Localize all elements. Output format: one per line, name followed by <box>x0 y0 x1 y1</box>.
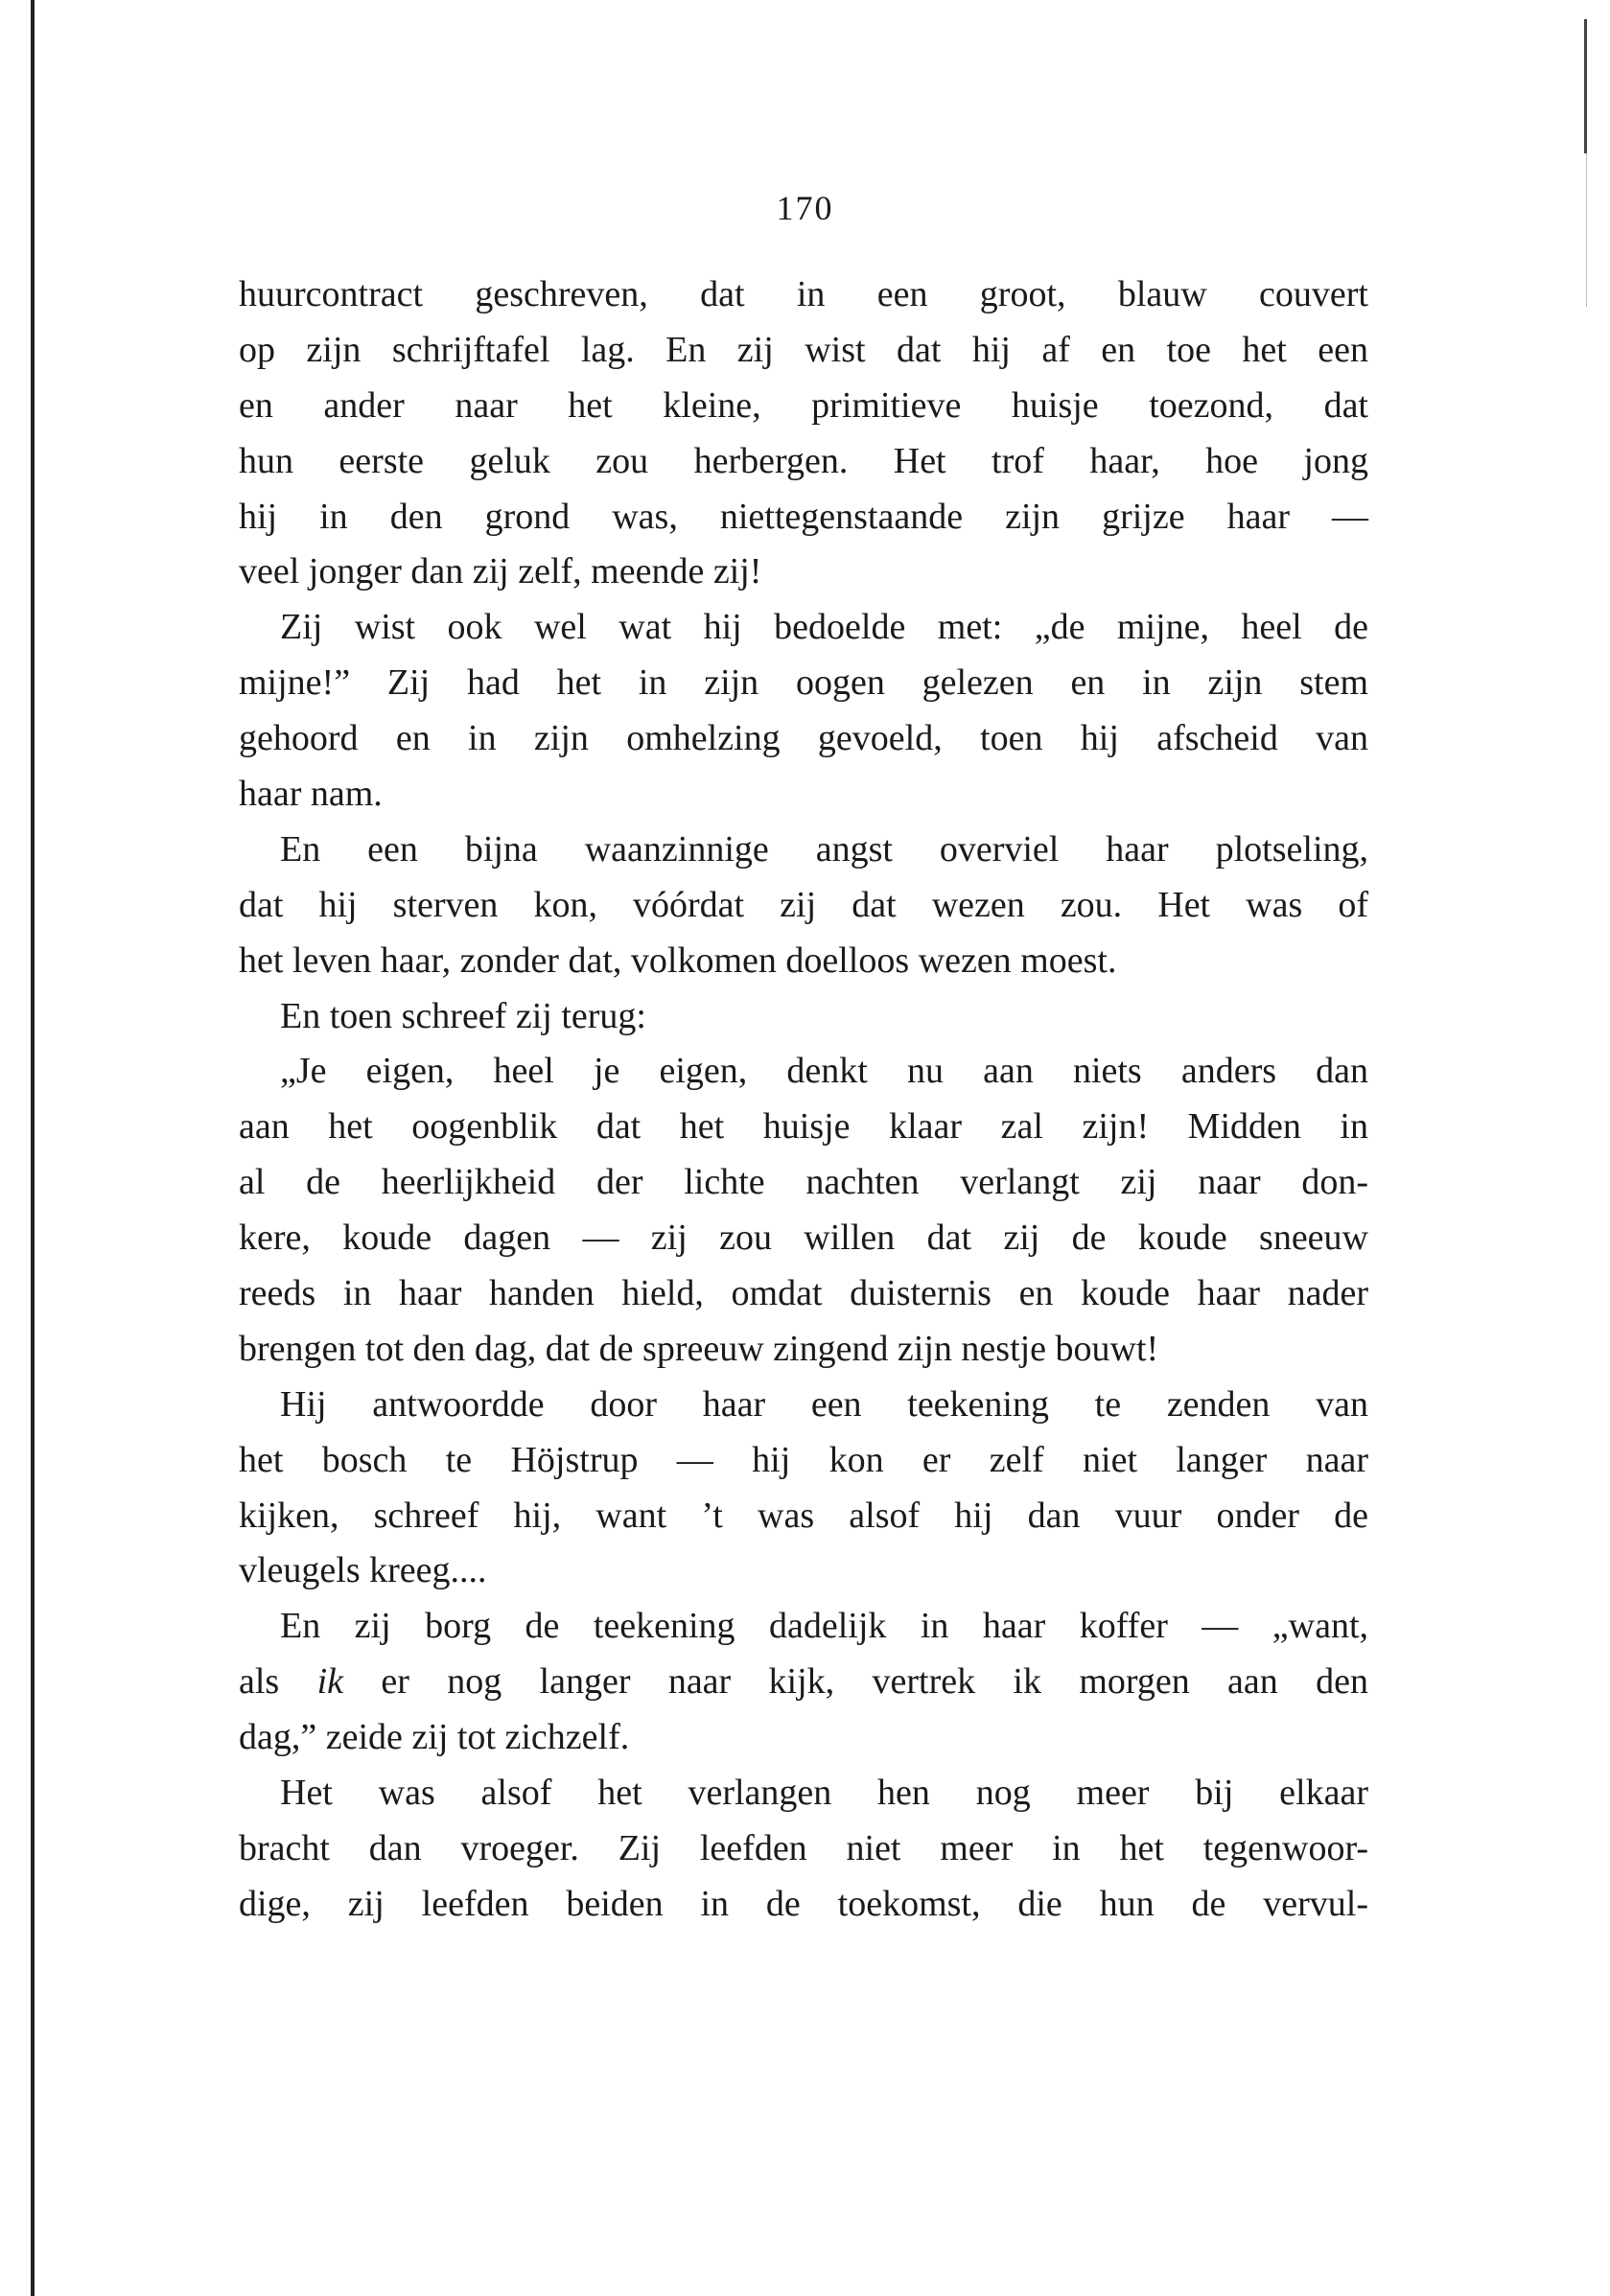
paragraph <box>239 267 1368 600</box>
text-line: dige, zij leefden beiden in de toekomst, die hun de vervul- <box>239 1883 1368 1924</box>
paragraph <box>239 989 1368 1045</box>
text-line: Het was alsof het verlangen hen nog meer bij elkaar <box>280 1773 1368 1814</box>
text-line: En een bijna waanzinnige angst overviel haar plotseling, <box>280 828 1368 870</box>
text-line: aan het oogenblik dat het huisje klaar zal zijn! Midden in <box>239 1106 1368 1148</box>
italic-word: ik <box>316 1661 343 1703</box>
text-line: reeds in haar handen hield, omdat duisternis en koude haar nader <box>239 1273 1368 1314</box>
scan-left-edge <box>31 0 35 2296</box>
text-line: brengen tot den dag, dat de spreeuw zingend zijn nestje bouwt! <box>239 1328 1159 1369</box>
text-line: En zij borg de teekening dadelijk in haar koffer — „want, <box>280 1606 1368 1647</box>
text-line: het bosch te Höjstrup — hij kon er zelf niet langer naar <box>239 1439 1368 1480</box>
text-line: op zijn schrijftafel lag. En zij wist dat hij af en toe het een <box>239 329 1368 370</box>
scan-right-edge-mark <box>1584 19 1587 153</box>
scan-right-edge-shadow <box>1586 153 1587 307</box>
line-segment: als <box>239 1661 317 1703</box>
text-line: hun eerste geluk zou herbergen. Het trof haar, hoe jong <box>239 440 1368 481</box>
text-line: en ander naar het kleine, primitieve huisje toezond, dat <box>239 384 1368 426</box>
text-line: „Je eigen, heel je eigen, denkt nu aan niets anders dan <box>280 1051 1368 1092</box>
paragraph <box>239 600 1368 823</box>
text-line: Zij wist ook wel wat hij bedoelde met: „de mijne, heel de <box>280 607 1368 648</box>
text-line: kere, koude dagen — zij zou willen dat zij de koude sneeuw <box>239 1218 1368 1259</box>
text-line: haar nam. <box>239 774 383 815</box>
text-line: kijken, schreef hij, want ’t was alsof hij dan vuur onder de <box>239 1495 1368 1536</box>
text-line: dag,” zeide zij tot zichzelf. <box>239 1717 630 1758</box>
text-line: huurcontract geschreven, dat in een groot, blauw couvert <box>239 274 1368 314</box>
paragraph <box>239 1766 1368 1933</box>
paragraph <box>239 1599 1368 1766</box>
text-line: veel jonger dan zij zelf, meende zij! <box>239 551 762 592</box>
paragraph <box>239 1044 1368 1377</box>
text-line: al de heerlijkheid der lichte nachten verlangt zij naar don- <box>239 1162 1368 1203</box>
paragraph <box>239 1378 1368 1600</box>
text-line: Hij antwoordde door haar een teekening te zenden van <box>280 1383 1368 1425</box>
text-line: vleugels kreeg.... <box>239 1550 487 1591</box>
text-line: hij in den grond was, niettegenstaande zijn grijze haar — <box>239 496 1368 537</box>
text-line: mijne!” Zij had het in zijn oogen gelezen en in zijn stem <box>239 662 1368 704</box>
body-text <box>239 267 1368 1933</box>
text-line: En toen schreef zij terug: <box>280 995 646 1036</box>
text-line <box>239 1655 1368 1710</box>
text-line: dat hij sterven kon, vóórdat zij dat wezen zou. Het was of <box>239 884 1368 925</box>
text-line: gehoord en in zijn omhelzing gevoeld, toen hij afscheid van <box>239 718 1368 759</box>
text-line: bracht dan vroeger. Zij leefden niet meer in het tegenwoor- <box>239 1827 1368 1868</box>
line-segment: er nog langer naar kijk, vertrek ik morgen aan den <box>343 1661 1368 1703</box>
page-number: 170 <box>776 189 834 227</box>
paragraph <box>239 823 1368 989</box>
text-line: het leven haar, zonder dat, volkomen doelloos wezen moest. <box>239 939 1117 981</box>
